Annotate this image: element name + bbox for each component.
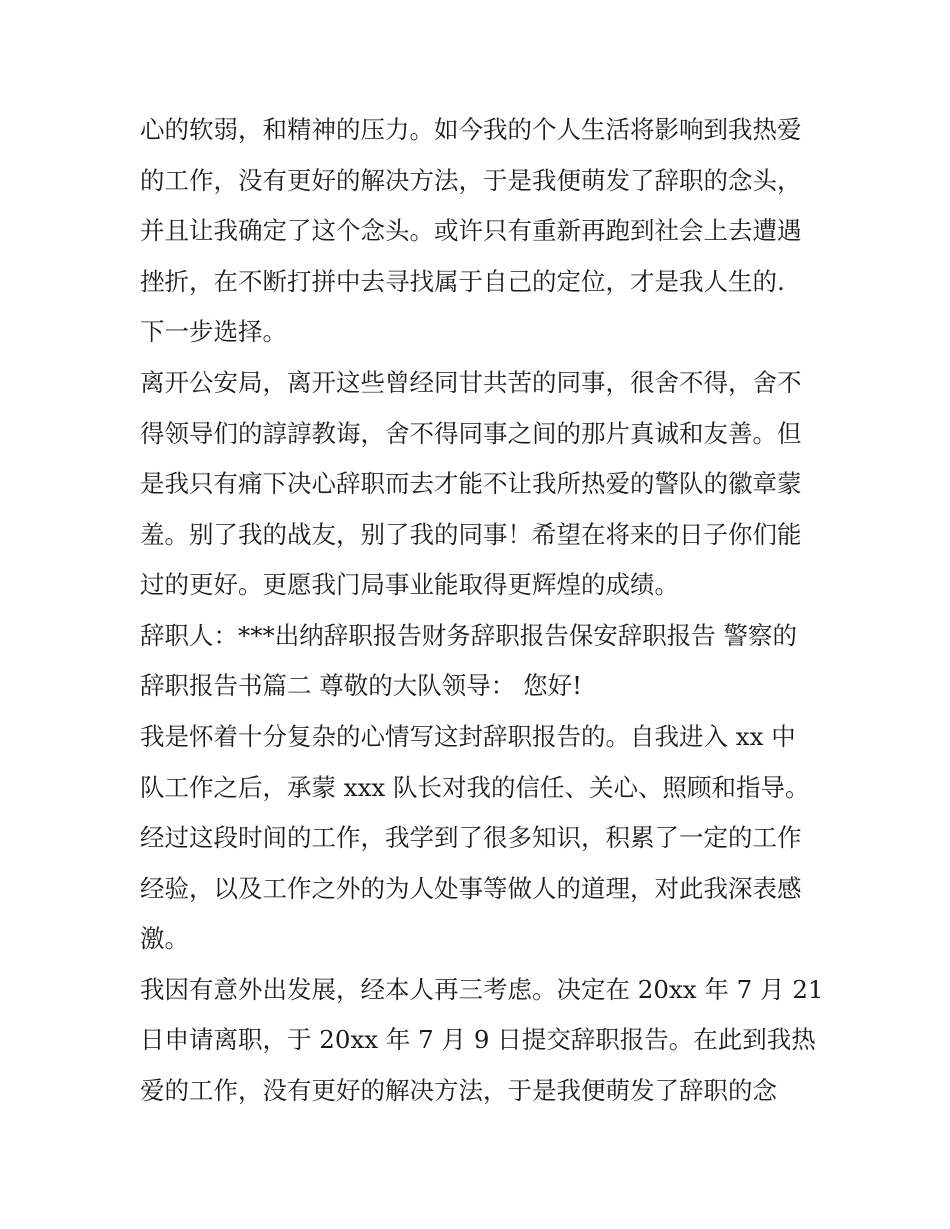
text-line: 爱的工作，没有更好的解决方法，于是我便萌发了辞职的念 — [140, 1076, 777, 1105]
text-line: 我是怀着十分复杂的心情写这封辞职报告的。自我进入 xx 中 — [140, 722, 796, 751]
text-line: 的工作，没有更好的解决方法，于是我便萌发了辞职的念头， — [140, 166, 802, 195]
text-line: 下一步选择。 — [140, 317, 287, 346]
text-line: 辞职报告书篇二 尊敬的大队领导： 您好! — [140, 671, 582, 700]
text-line: 过的更好。更愿我门局事业能取得更辉煌的成绩。 — [140, 570, 679, 599]
text-line: 并且让我确定了这个念头。或许只有重新再跑到社会上去遭遇 — [140, 216, 802, 245]
text-line: 离开公安局，离开这些曾经同甘共苦的同事，很舍不得，舍不 — [140, 368, 802, 397]
text-line: 是我只有痛下决心辞职而去才能不让我所热爱的警队的徽章蒙 — [140, 469, 802, 498]
text-line: 得领导们的諄諄教诲，舍不得同事之间的那片真诚和友善。但 — [140, 419, 802, 448]
text-line: 队工作之后，承蒙 xxx 队长对我的信任、关心、照顾和指导。 — [140, 773, 810, 802]
text-line: 挫折，在不断打拼中去寻找属于自己的定位，才是我人生的. — [140, 267, 785, 296]
text-line: 经过这段时间的工作，我学到了很多知识，积累了一定的工作 — [140, 823, 802, 852]
text-line: 激。 — [140, 924, 189, 953]
text-line: 心的软弱，和精神的压力。如今我的个人生活将影响到我热爱 — [140, 115, 802, 144]
text-line: 我因有意外出发展，经本人再三考虑。决定在 20xx 年 7 月 21 — [140, 975, 824, 1004]
text-line: 羞。别了我的战友，别了我的同事！希望在将来的日子你们能 — [140, 520, 802, 549]
text-line: 辞职人：***出纳辞职报告财务辞职报告保安辞职报告 警察的 — [140, 621, 798, 650]
text-line: 日申请离职，于 20xx 年 7 月 9 日提交辞职报告。在此到我热 — [140, 1025, 816, 1054]
text-line: 经验，以及工作之外的为人处事等做人的道理，对此我深表感 — [140, 874, 802, 903]
